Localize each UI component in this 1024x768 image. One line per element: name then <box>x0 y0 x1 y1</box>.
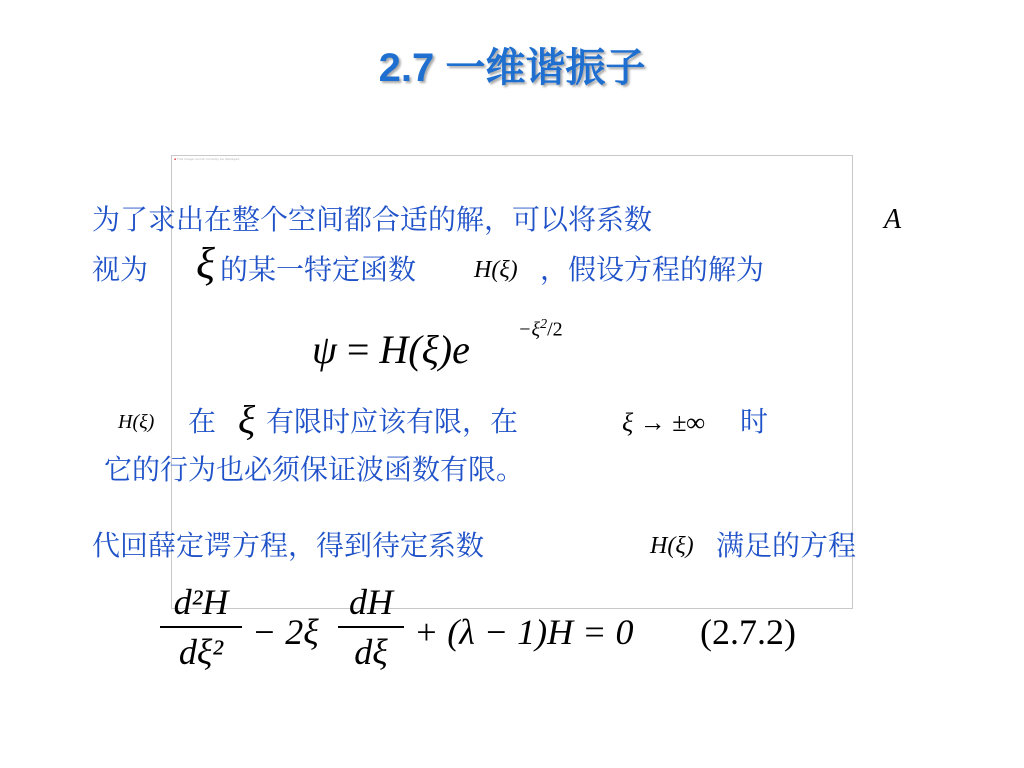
slide-title: 2.7 一维谐振子 <box>378 46 646 90</box>
para2-line2: 它的行为也必须保证波函数有限。 <box>104 453 525 486</box>
fraction-denominator-2: dξ <box>354 632 388 672</box>
para2-text-c: 时 <box>740 405 769 438</box>
para2-text-b: 有限时应该有限，在 <box>266 405 519 438</box>
para1-line2-a: 视为 <box>92 253 149 286</box>
para1-line2-c: ，假设方程的解为 <box>540 253 765 286</box>
fraction-bar <box>160 626 242 628</box>
func-h-xi: H(ξ) <box>474 257 518 283</box>
fraction-d2h-dxi2 <box>160 582 242 672</box>
fraction-numerator: d²H <box>173 582 229 622</box>
broken-image-caption <box>174 157 240 161</box>
limit-expression: ξ → ±∞ <box>622 408 705 437</box>
minus-two-xi-term: − 2ξ <box>252 612 319 652</box>
func-h-xi-3: H(ξ) <box>650 533 694 559</box>
para2-text-a: 在 <box>188 405 217 438</box>
broken-image-icon: ▪ <box>174 157 177 161</box>
equation-psi-exponent: $-\xi^2/2$ <box>518 317 563 341</box>
fraction-dh-dxi <box>338 582 404 672</box>
para3-text-b: 满足的方程 <box>716 529 857 562</box>
xi-symbol-large-2: ξ <box>238 397 256 442</box>
broken-image-text: This image cannot currently be displayed. <box>177 157 241 161</box>
equation-number: (2.7.2) <box>700 612 796 652</box>
para1-line2-b: 的某一特定函数 <box>220 253 417 286</box>
equation-tail: + (λ − 1)H = 0 <box>414 612 634 652</box>
coef-a-symbol: A <box>884 204 902 235</box>
fraction-bar-2 <box>338 626 404 628</box>
para3-text-a: 代回薛定谔方程，得到待定系数 <box>92 529 485 562</box>
func-h-xi-small: H(ξ) <box>118 411 155 433</box>
para1-line1: 为了求出在整个空间都合适的解，可以将系数 <box>92 203 653 236</box>
equation-psi: ψ = H(ξ)e <box>312 327 470 372</box>
fraction-numerator-2: dH <box>349 582 393 622</box>
xi-symbol-large: ξ <box>196 239 215 288</box>
fraction-denominator: dξ² <box>178 632 224 672</box>
